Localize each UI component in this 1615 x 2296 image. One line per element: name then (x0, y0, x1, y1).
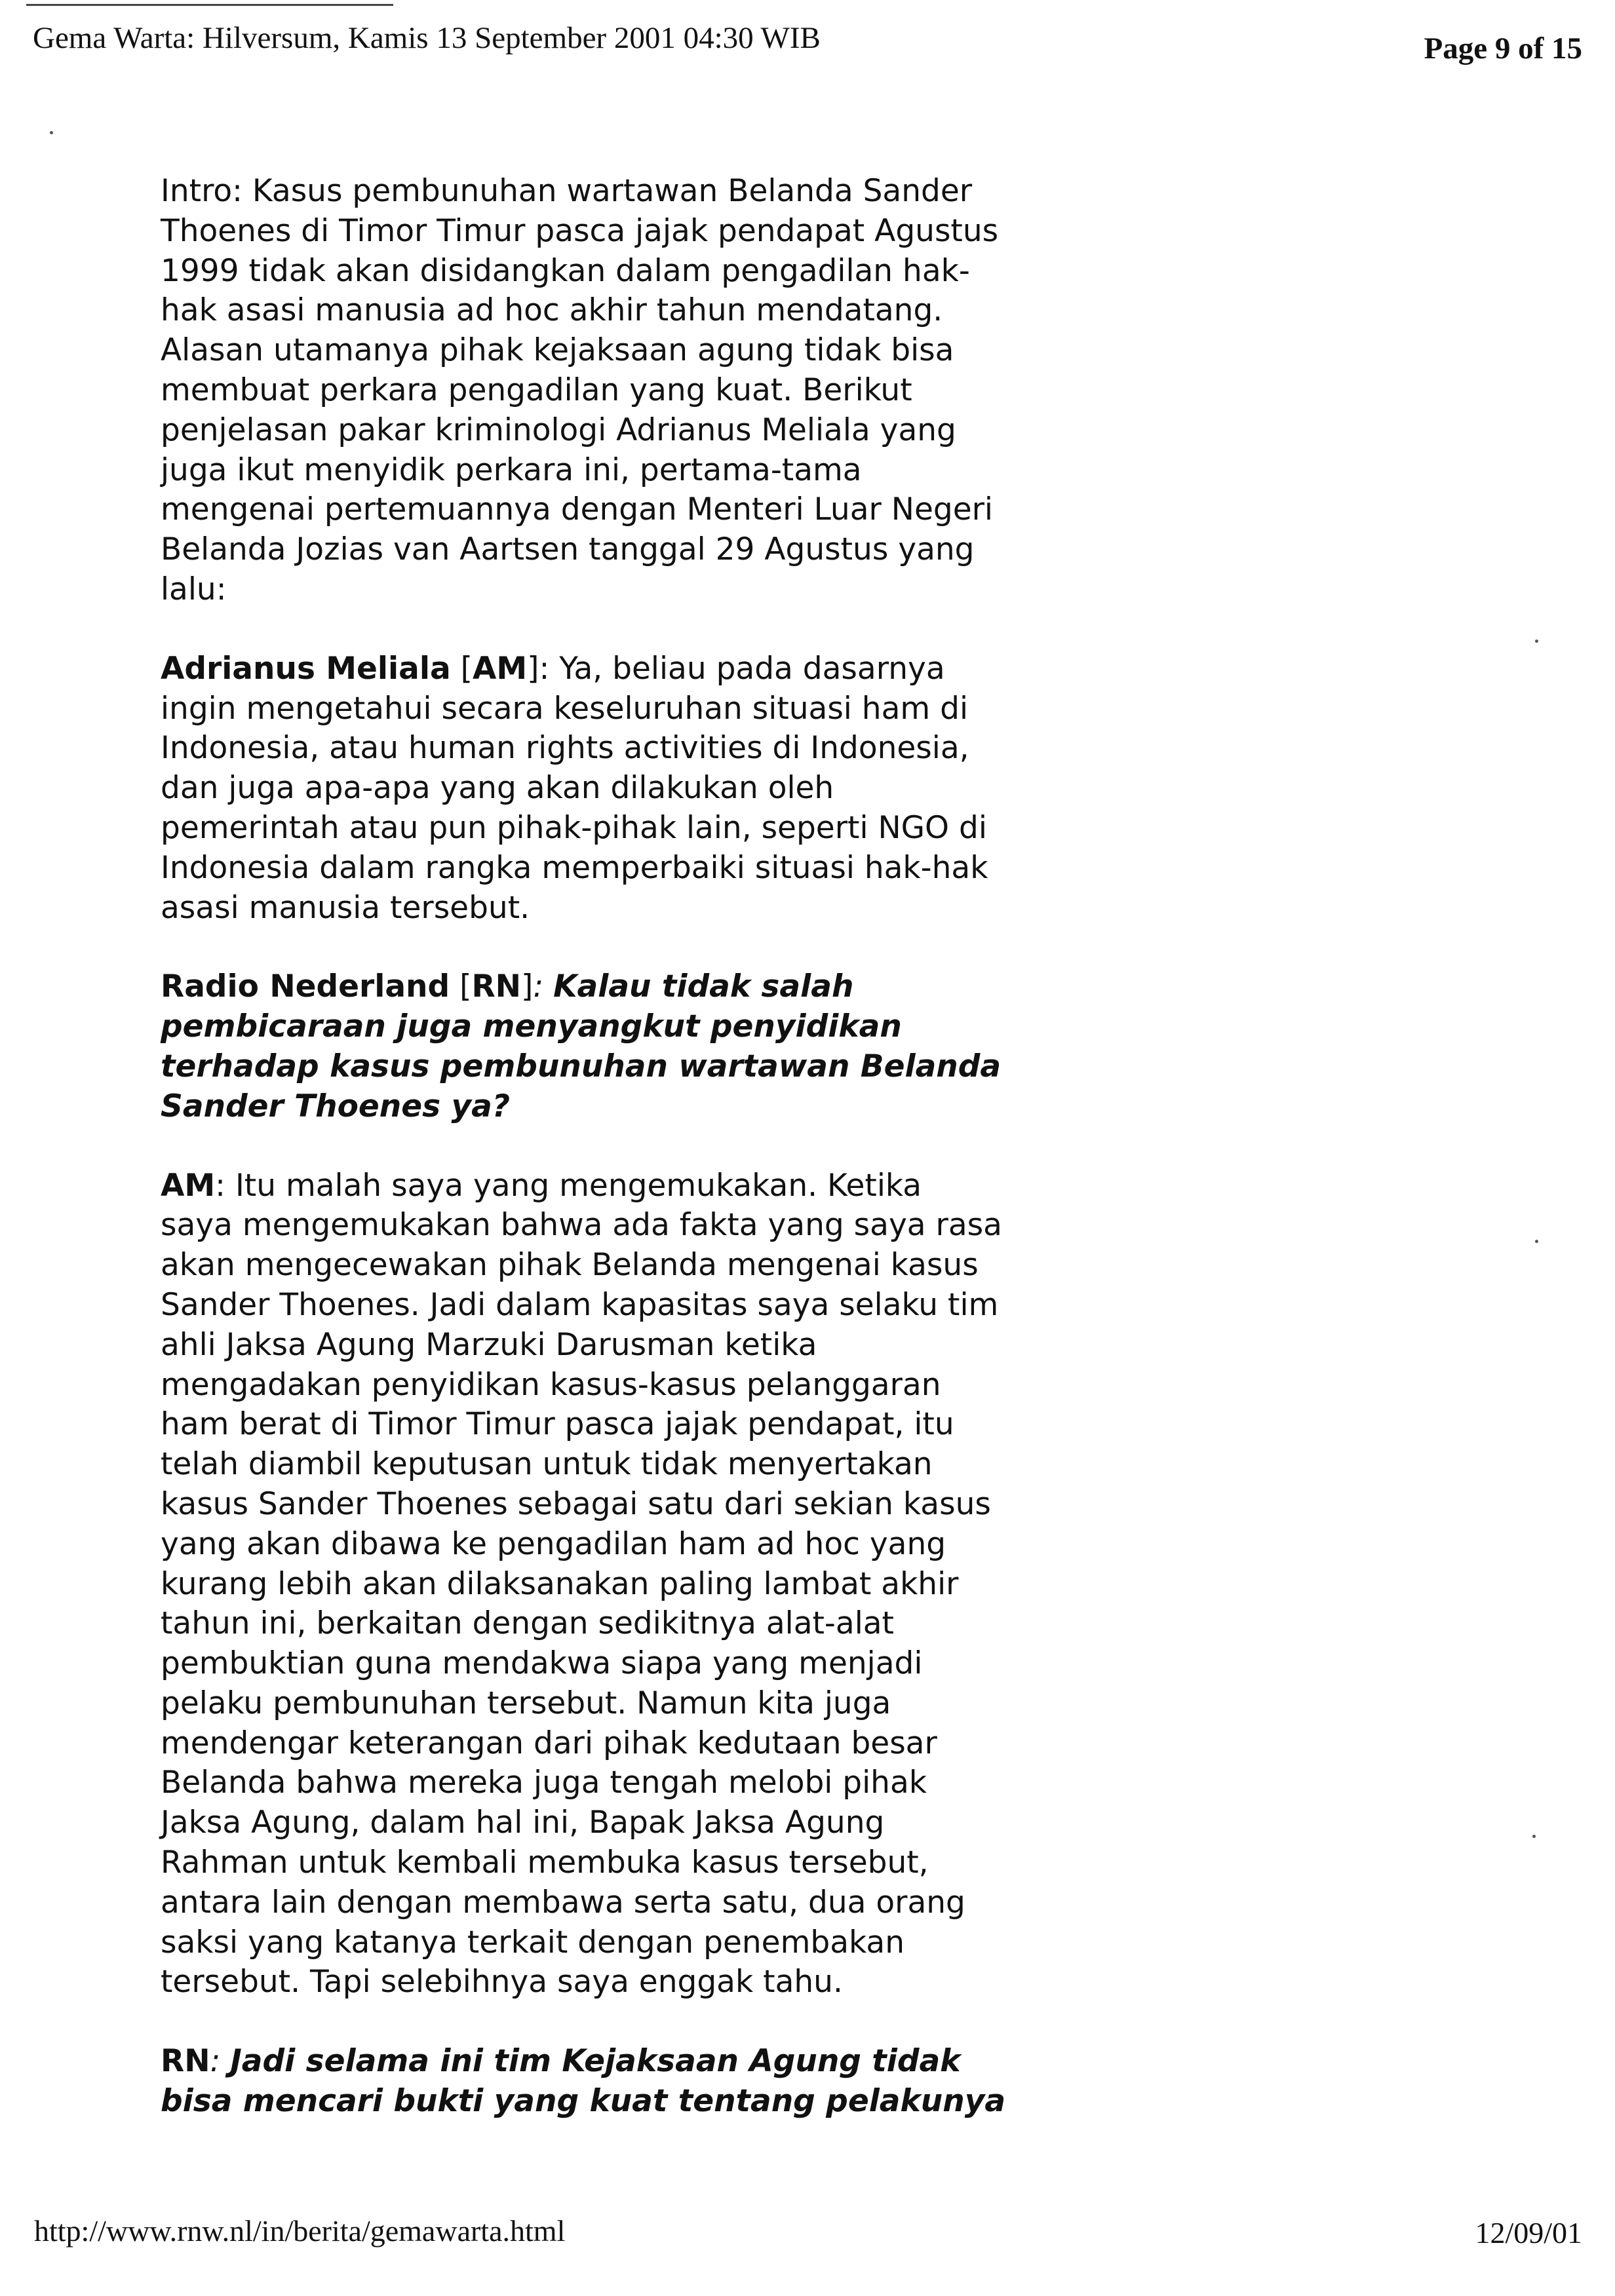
speaker-tag: AM (161, 1167, 216, 1204)
text-line: kasus Sander Thoenes sebagai satu dari sekian kasus (161, 1485, 991, 1522)
answer-paragraph (161, 1166, 1104, 2003)
question-paragraph (161, 2042, 1104, 2122)
scan-speck (50, 131, 53, 134)
answer-paragraph (161, 649, 1104, 928)
question-first-text: Jadi selama ini tim Kejaksaan Agung tidak (230, 2043, 961, 2080)
text-line: Indonesia, atau human rights activities di Indonesia, (161, 730, 969, 767)
text-line: Belanda Jozias van Aartsen tanggal 29 Agustus yang (161, 531, 975, 568)
text-line: mengenai pertemuannya dengan Menteri Luar Negeri (161, 491, 993, 528)
page-number: Page 9 of 15 (1424, 31, 1582, 66)
text-line: yang akan dibawa ke pengadilan ham ad hoc yang (161, 1525, 946, 1562)
text-line: pembuktian guna mendakwa siapa yang menjadi (161, 1645, 923, 1682)
text-line: saya mengemukakan bahwa ada fakta yang saya rasa (161, 1207, 1002, 1244)
text-line: pemerintah atau pun pihak-pihak lain, seperti NGO di (161, 809, 987, 846)
scan-speck (1532, 1835, 1536, 1838)
text-line: ham berat di Timor Timur pasca jajak pendapat, itu (161, 1406, 954, 1443)
text-line: juga ikut menyidik perkara ini, pertama-tama (161, 451, 862, 488)
text-line: tersebut. Tapi selebihnya saya enggak tahu. (161, 1964, 843, 2000)
text-line: dan juga apa-apa yang akan dilakukan oleh (161, 770, 834, 807)
text-line: Sander Thoenes. Jadi dalam kapasitas saya selaku tim (161, 1286, 999, 1323)
text-line: hak asasi manusia ad hoc akhir tahun mendatang. (161, 292, 943, 329)
answer-first-line: Adrianus Meliala [AM]: Ya, beliau pada dasarnya (161, 650, 945, 687)
text-line: tahun ini, berkaitan dengan sedikitnya alat-alat (161, 1605, 894, 1642)
text-line: Thoenes di Timor Timur pasca jajak pendapat Agustus (161, 212, 999, 249)
question-paragraph (161, 967, 1104, 1126)
question-first-line: Radio Nederland [RN]: Kalau tidak salah (161, 968, 854, 1005)
text-line: ahli Jaksa Agung Marzuki Darusman ketika (161, 1326, 817, 1363)
text-line: bisa mencari bukti yang kuat tentang pelakunya (161, 2083, 1006, 2120)
question-first-line: RN: Jadi selama ini tim Kejaksaan Agung tidak (161, 2043, 961, 2080)
text-line: 1999 tidak akan disidangkan dalam pengadilan hak- (161, 252, 970, 289)
text-line: Sander Thoenes ya? (161, 1088, 511, 1124)
footer-date: 12/09/01 (1475, 2216, 1582, 2249)
text-line: kurang lebih akan dilaksanakan paling lambat akhir (161, 1565, 959, 1602)
speaker-name: Radio Nederland (161, 968, 450, 1005)
speaker-name: Adrianus Meliala (161, 650, 451, 687)
text-line: telah diambil keputusan untuk tidak menyertakan (161, 1446, 933, 1483)
speaker-tag: AM (472, 650, 528, 687)
text-line: Jaksa Agung, dalam hal ini, Bapak Jaksa Agung (161, 1805, 885, 1841)
scan-speck (1535, 640, 1538, 643)
text-line: akan mengecewakan pihak Belanda mengenai kasus (161, 1247, 979, 1284)
question-first-text: Kalau tidak salah (553, 968, 854, 1005)
text-line: Rahman untuk kembali membuka kasus tersebut, (161, 1845, 929, 1881)
article-body (161, 172, 1104, 2161)
answer-first-text: Ya, beliau pada dasarnya (559, 650, 945, 687)
text-line: Alasan utamanya pihak kejaksaan agung tidak bisa (161, 332, 954, 369)
text-line: Intro: Kasus pembunuhan wartawan Belanda Sander (161, 173, 973, 209)
text-line: Belanda bahwa mereka juga tengah melobi pihak (161, 1765, 927, 1801)
text-line: mendengar keterangan dari pihak kedutaan besar (161, 1725, 937, 1761)
text-line: mengadakan penyidikan kasus-kasus pelanggaran (161, 1366, 941, 1403)
top-rule (26, 4, 393, 6)
text-line: asasi manusia tersebut. (161, 889, 530, 926)
text-line: lalu: (161, 571, 227, 607)
header-source: Gema Warta: Hilversum, Kamis 13 September 2001 04:30 WIB (33, 21, 821, 55)
text-line: pembicaraan juga menyangkut penyidikan (161, 1008, 902, 1045)
text-line: saksi yang katanya terkait dengan penembakan (161, 1924, 905, 1961)
speaker-tag: RN (471, 968, 521, 1005)
text-line: ingin mengetahui secara keseluruhan situasi ham di (161, 690, 969, 727)
text-line: pelaku pembunuhan tersebut. Namun kita juga (161, 1685, 891, 1721)
speaker-tag: RN (161, 2043, 210, 2080)
answer-first-text: Itu malah saya yang mengemukakan. Ketika (235, 1167, 922, 1204)
intro-paragraph (161, 172, 1104, 610)
text-line: terhadap kasus pembunuhan wartawan Belanda (161, 1048, 1002, 1084)
text-line: antara lain dengan membawa serta satu, dua orang (161, 1884, 965, 1921)
text-line: penjelasan pakar kriminologi Adrianus Meliala yang (161, 411, 956, 448)
text-line: membuat perkara pengadilan yang kuat. Berikut (161, 372, 912, 408)
text-line: Indonesia dalam rangka memperbaiki situasi hak-hak (161, 849, 988, 886)
scan-speck (1535, 1240, 1538, 1243)
answer-first-line: AM: Itu malah saya yang mengemukakan. Ketika (161, 1167, 922, 1204)
footer-url: http://www.rnw.nl/in/berita/gemawarta.html (34, 2214, 566, 2248)
